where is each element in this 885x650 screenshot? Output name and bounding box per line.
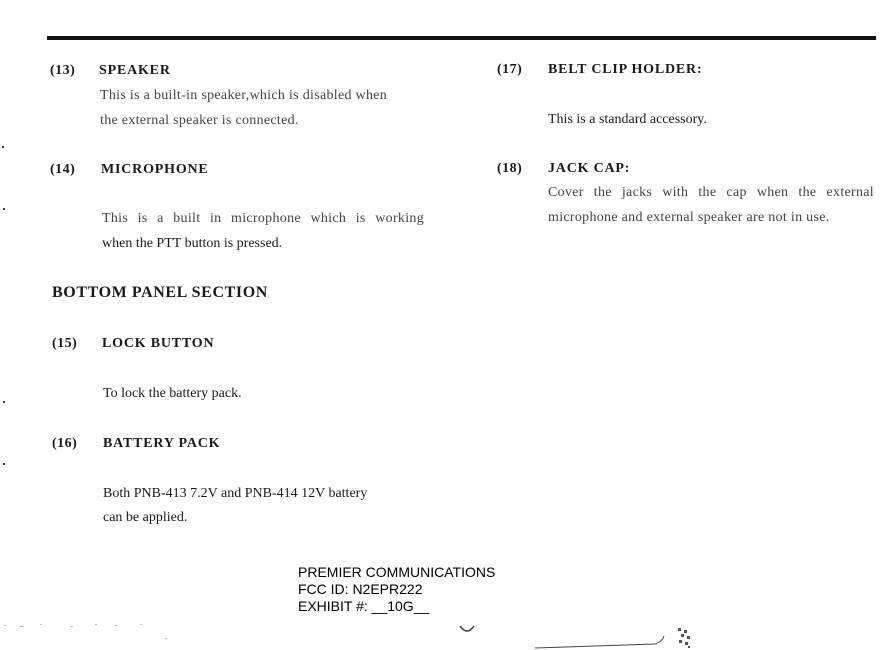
item-title: JACK CAP:: [548, 161, 631, 176]
item-description-line: the external speaker is connected.: [100, 113, 299, 128]
item-number: (15): [52, 336, 78, 351]
item-number: (16): [52, 436, 78, 451]
item-number: (13): [50, 63, 76, 78]
scan-artifacts: [0, 600, 885, 650]
scan-speck: [3, 208, 5, 210]
top-rule: [47, 36, 876, 40]
item-title: MICROPHONE: [101, 162, 209, 177]
stamp-exhibit: EXHIBIT #: __10G__: [298, 598, 430, 614]
item-number: (17): [497, 62, 523, 77]
stamp-fcc-id: FCC ID: N2EPR222: [298, 581, 423, 597]
item-description-line: can be applied.: [103, 510, 188, 525]
item-description-line: Both PNB-413 7.2V and PNB-414 12V battery: [103, 486, 368, 501]
item-title: SPEAKER: [99, 63, 171, 78]
item-description-line: To lock the battery pack.: [103, 386, 242, 401]
item-description-line: when the PTT button is pressed.: [102, 236, 283, 251]
scan-speck: [3, 401, 5, 403]
stamp-company: PREMIER COMMUNICATIONS: [298, 564, 496, 580]
item-description-line: This is a built-in speaker,which is disabled when: [100, 88, 388, 103]
item-title: BATTERY PACK: [103, 436, 221, 451]
item-description-line: Cover the jacks with the cap when the external: [548, 185, 874, 200]
section-heading: BOTTOM PANEL SECTION: [52, 284, 268, 301]
scan-speck: [2, 146, 4, 148]
item-title: BELT CLIP HOLDER:: [548, 62, 703, 77]
item-number: (18): [497, 161, 523, 176]
item-title: LOCK BUTTON: [102, 336, 215, 351]
item-description-line: This is a built in microphone which is working: [102, 211, 424, 226]
scan-speck: [3, 463, 5, 465]
item-description-line: This is a standard accessory.: [548, 112, 707, 127]
item-number: (14): [50, 162, 76, 177]
item-description-line: microphone and external speaker are not in use.: [548, 210, 830, 225]
